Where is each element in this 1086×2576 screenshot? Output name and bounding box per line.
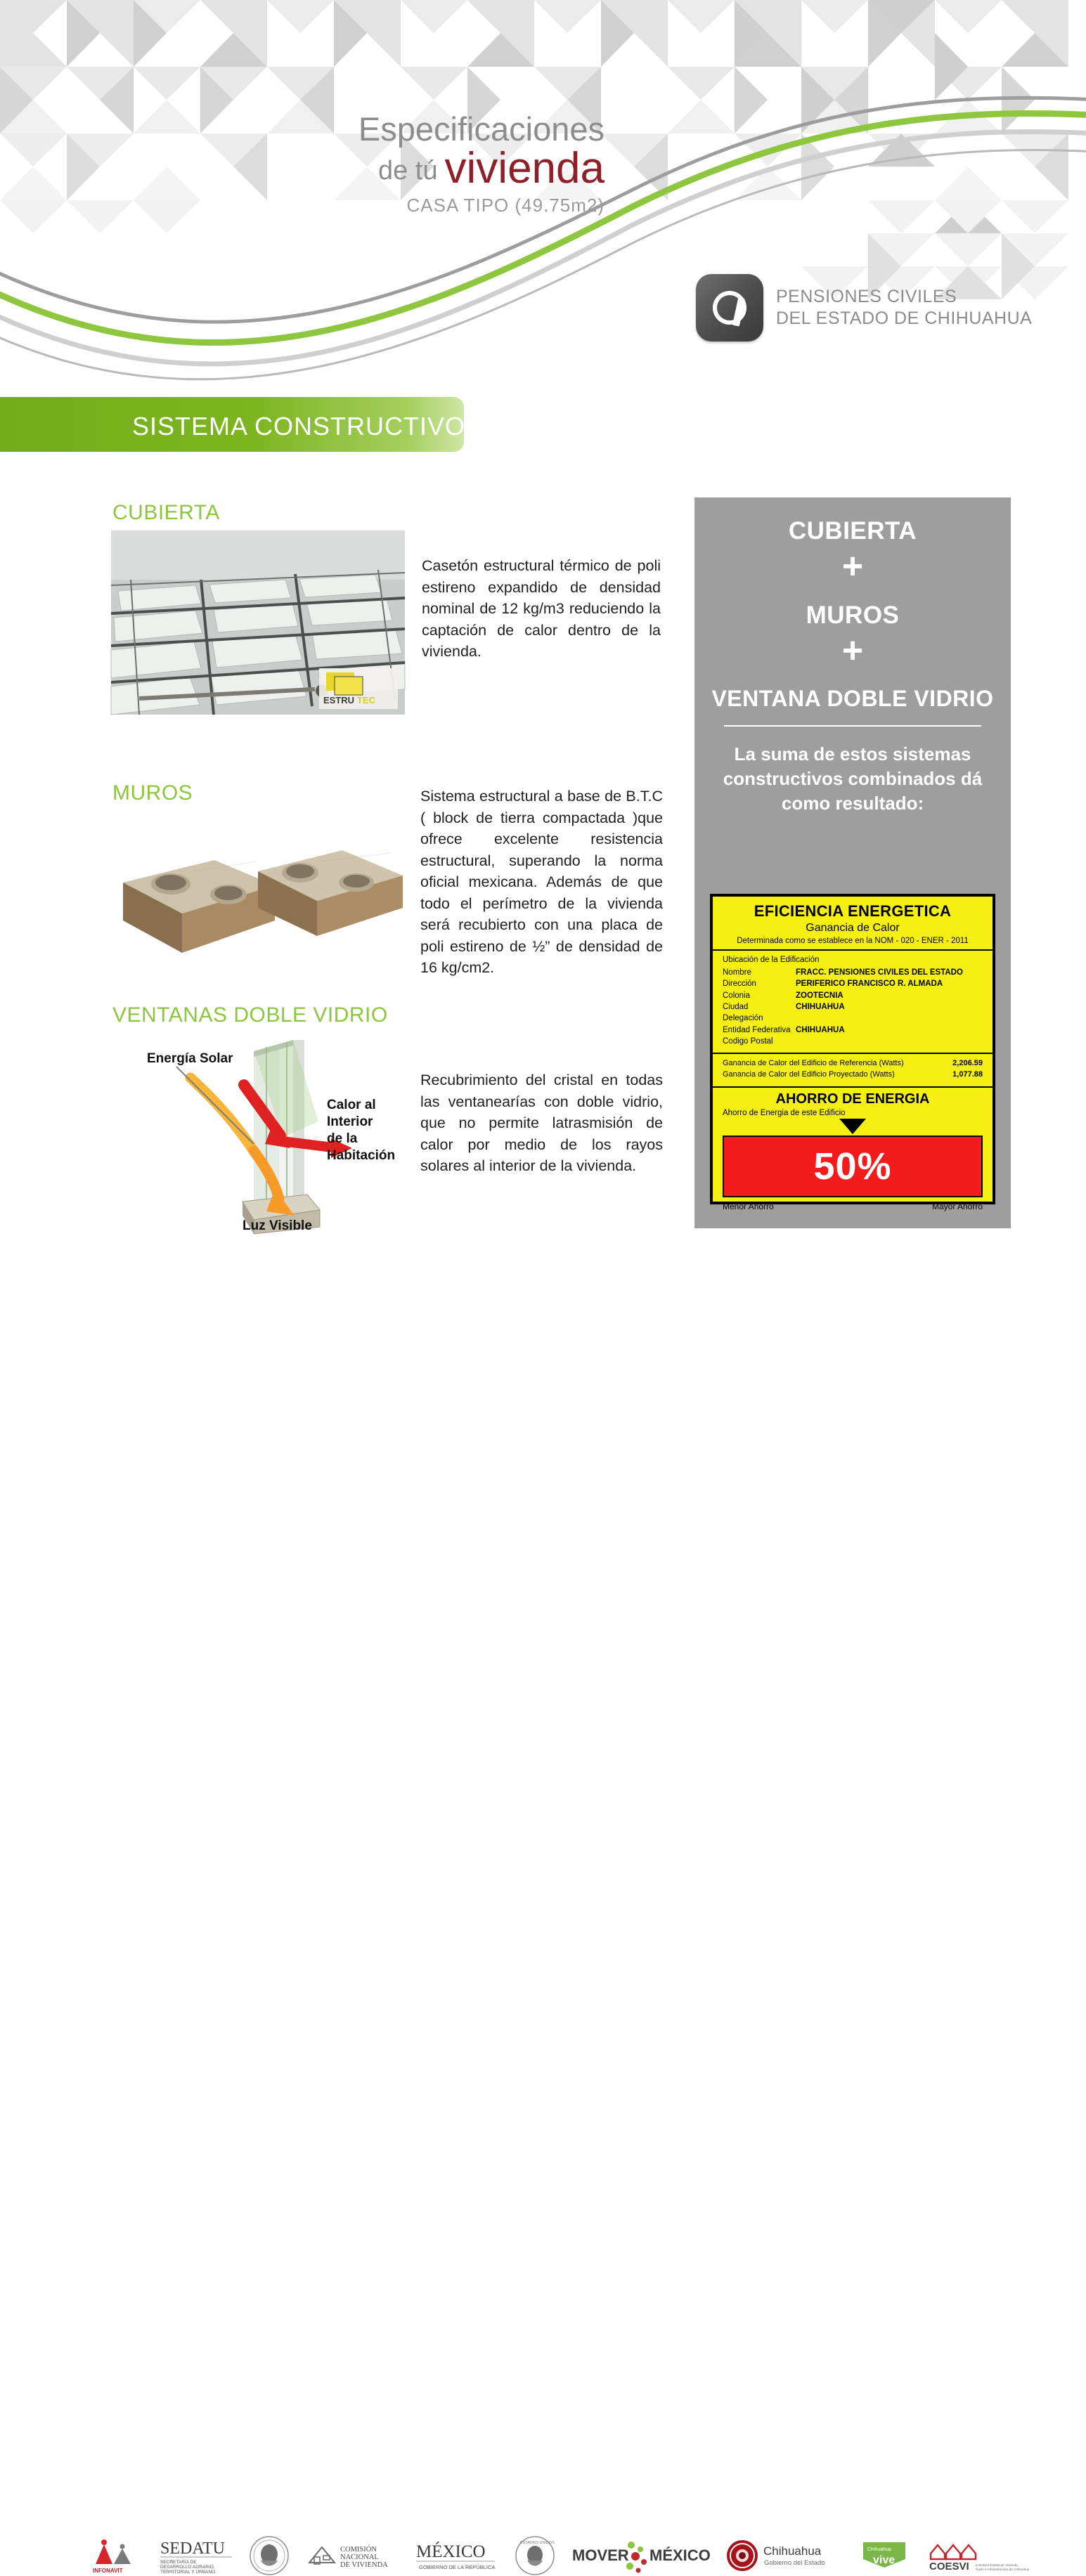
section-text-muros: Sistema estructural a base de B.T.C ( block de tierra compactada )que ofrece excelente resistencia estructural, superando la norma oficial mexicana. Además de que todo el perímetro de la vivienda será recubierto con una placa de poli estireno de ½” de densidad de 16 kg/cm2. <box>420 788 663 977</box>
energy-label-divider-1 <box>713 949 993 951</box>
svg-text:TERRITORIAL Y URBANO: TERRITORIAL Y URBANO <box>160 2570 216 2575</box>
svg-text:NACIONAL: NACIONAL <box>340 2554 379 2561</box>
field-value: ZOOTECNIA <box>796 991 843 1000</box>
svg-text:INFONAVIT: INFONAVIT <box>93 2568 123 2574</box>
conavi-logo <box>305 2536 396 2575</box>
org-line-1: PENSIONES CIVILES <box>776 286 957 306</box>
energy-label-location-header: Ubicación de la Edificación <box>723 956 820 964</box>
panel-plus-1: + <box>841 546 864 587</box>
footer-logo-bar <box>0 1265 1086 2575</box>
section-title-cubierta: CUBIERTA <box>112 501 220 524</box>
field-key: Nombre <box>723 968 751 977</box>
svg-text:DESARROLLO AGRARIO,: DESARROLLO AGRARIO, <box>160 2565 215 2570</box>
section-text-ventanas: Recubrimiento del cristal en todas las ventanearías con doble vidrio, que no permite latrasmisión de calor por medio de los rayos solares al interior de la vivienda. <box>420 1072 663 1175</box>
svg-text:SEDATU: SEDATU <box>160 2539 226 2558</box>
field-key: Entidad Federativa <box>723 1025 791 1034</box>
table-row <box>723 1036 993 1047</box>
mover-mexico-logo <box>571 2535 709 2576</box>
svg-text:Comisión Estatal de Vivienda,: Comisión Estatal de Vivienda, <box>976 2563 1019 2567</box>
svg-text:Chihuahua: Chihuahua <box>867 2547 891 2552</box>
energy-label-gains <box>723 1058 983 1081</box>
field-key: Ciudad <box>723 1002 749 1011</box>
gain-label: Ganancia de Calor del Edificio de Referencia (Watts) <box>723 1059 904 1068</box>
svg-text:COESVI: COESVI <box>929 2561 969 2572</box>
page-title <box>211 112 605 216</box>
coesvi-logo <box>925 2535 1030 2576</box>
title-line-2-small: de tú <box>377 156 438 186</box>
table-row <box>723 1069 983 1081</box>
panel-item-cubierta: CUBIERTA <box>788 517 917 545</box>
svg-text:MÉXICO: MÉXICO <box>649 2546 711 2564</box>
section-title-ventanas: VENTANAS DOBLE VIDRIO <box>112 1003 388 1027</box>
org-line-2: DEL ESTADO DE CHIHUAHUA <box>776 308 1033 328</box>
field-key: Codigo Postal <box>723 1036 773 1046</box>
panel-plus-2: + <box>841 630 864 671</box>
chihuahua-gobierno-estado-logo <box>724 2535 843 2576</box>
svg-text:MOVER: MOVER <box>572 2546 629 2564</box>
energy-label-fields <box>723 967 993 1047</box>
svg-text:GOBIERNO DE LA REPÚBLICA: GOBIERNO DE LA REPÚBLICA <box>419 2564 496 2570</box>
gain-label: Ganancia de Calor del Edificio Proyectado (Watts) <box>723 1070 895 1079</box>
title-line-1: Especificaciones <box>358 110 605 148</box>
table-row <box>723 1024 993 1036</box>
svg-text:Calor al: Calor al <box>327 1098 376 1112</box>
energy-label-title: EFICIENCIA ENERGETICA <box>754 902 952 920</box>
table-row <box>723 967 993 978</box>
field-key: Colonia <box>723 991 750 1000</box>
section-title-muros: MUROS <box>112 781 193 805</box>
table-row <box>723 978 993 989</box>
energy-savings-value-box <box>723 1136 983 1197</box>
scale-min-label: Menor Ahorro <box>723 1202 774 1212</box>
ventana-doble-vidrio-diagram <box>116 1039 411 1235</box>
svg-text:Energía Solar: Energía Solar <box>147 1051 233 1066</box>
energy-label-divider-3 <box>713 1086 993 1088</box>
svg-text:Luz Visible: Luz Visible <box>243 1218 312 1233</box>
svg-text:Habitación: Habitación <box>327 1148 396 1163</box>
gobierno-mexico-seal <box>249 2535 290 2576</box>
energy-efficiency-label <box>710 894 995 1212</box>
table-row <box>723 1013 993 1024</box>
mexico-gobierno-republica-logo <box>412 2536 499 2575</box>
panel-summary-text: La suma de estos sistemas constructivos combinados dá como resultado: <box>723 743 983 814</box>
field-key: Delegación <box>723 1014 763 1023</box>
panel-item-muros: MUROS <box>806 601 900 629</box>
energy-label-subtitle: Ganancia de Calor <box>806 922 900 934</box>
panel-item-ventana: VENTANA DOBLE VIDRIO <box>711 686 994 711</box>
title-subtitle: CASA TIPO (49.75m2) <box>406 195 605 216</box>
svg-text:Suelo e Infraestructura de Chi: Suelo e Infraestructura de Chihuahua <box>976 2568 1030 2571</box>
svg-text:de la: de la <box>327 1131 358 1146</box>
svg-text:Chihuahua: Chihuahua <box>763 2544 822 2558</box>
field-value: FRACC. PENSIONES CIVILES DEL ESTADO <box>796 968 963 977</box>
svg-text:TEC: TEC <box>357 695 375 705</box>
svg-text:vive: vive <box>873 2554 896 2566</box>
gain-value: 2,206.59 <box>952 1059 983 1068</box>
down-arrow-icon <box>839 1119 866 1134</box>
cubierta-caseton-photo <box>111 531 405 715</box>
svg-text:SECRETARÍA DE: SECRETARÍA DE <box>160 2560 197 2565</box>
svg-text:ESTRU: ESTRU <box>323 695 355 705</box>
energy-savings-subtitle: Ahorro de Energia de este Edificio <box>723 1109 846 1118</box>
svg-text:DE VIVIENDA: DE VIVIENDA <box>340 2561 388 2569</box>
organization-logo-block <box>696 274 1032 341</box>
muros-btc-blocks-photo <box>109 815 411 984</box>
section-text-cubierta: Casetón estructural térmico de poli estireno expandido de densidad nominal de 12 kg/m3 reduciendo la captación de calor dentro de la vivienda. <box>422 557 661 661</box>
table-row <box>723 1058 983 1069</box>
energy-savings-title: AHORRO DE ENERGIA <box>775 1091 930 1107</box>
field-value: PERIFERICO FRANCISCO R. ALMADA <box>796 980 943 989</box>
energy-label-norm: Determinada como se establece en la NOM - 020 - ENER - 2011 <box>737 937 969 945</box>
energy-label-divider-2 <box>713 1053 993 1054</box>
svg-text:COMISIÓN: COMISIÓN <box>340 2546 377 2554</box>
svg-text:ESTADOS UNIDOS: ESTADOS UNIDOS <box>520 2541 555 2545</box>
title-line-2-big: vivienda <box>444 144 605 193</box>
table-row <box>723 990 993 1001</box>
svg-text:Interior: Interior <box>327 1114 373 1129</box>
table-row <box>723 1001 993 1013</box>
svg-text:MÉXICO: MÉXICO <box>416 2542 486 2561</box>
field-value: CHIHUAHUA <box>796 1025 845 1034</box>
scale-max-label: Mayor Ahorro <box>931 1202 983 1212</box>
section-banner-label: SISTEMA CONSTRUCTIVO <box>132 412 466 441</box>
sedatu-logo <box>159 2535 233 2576</box>
chihuahua-vive-logo <box>859 2535 910 2576</box>
field-value: CHIHUAHUA <box>796 1002 845 1011</box>
gain-value: 1,077.88 <box>952 1070 983 1079</box>
gobierno-seal-2 <box>515 2535 555 2576</box>
field-key: Dirección <box>723 980 756 989</box>
energy-savings-value: 50% <box>813 1145 892 1188</box>
svg-text:Gobierno del Estado: Gobierno del Estado <box>764 2559 825 2567</box>
page-header <box>0 0 1086 372</box>
panel-divider <box>724 725 981 727</box>
pensiones-civiles-logo-icon <box>696 274 763 341</box>
infonavit-logo <box>90 2536 143 2575</box>
